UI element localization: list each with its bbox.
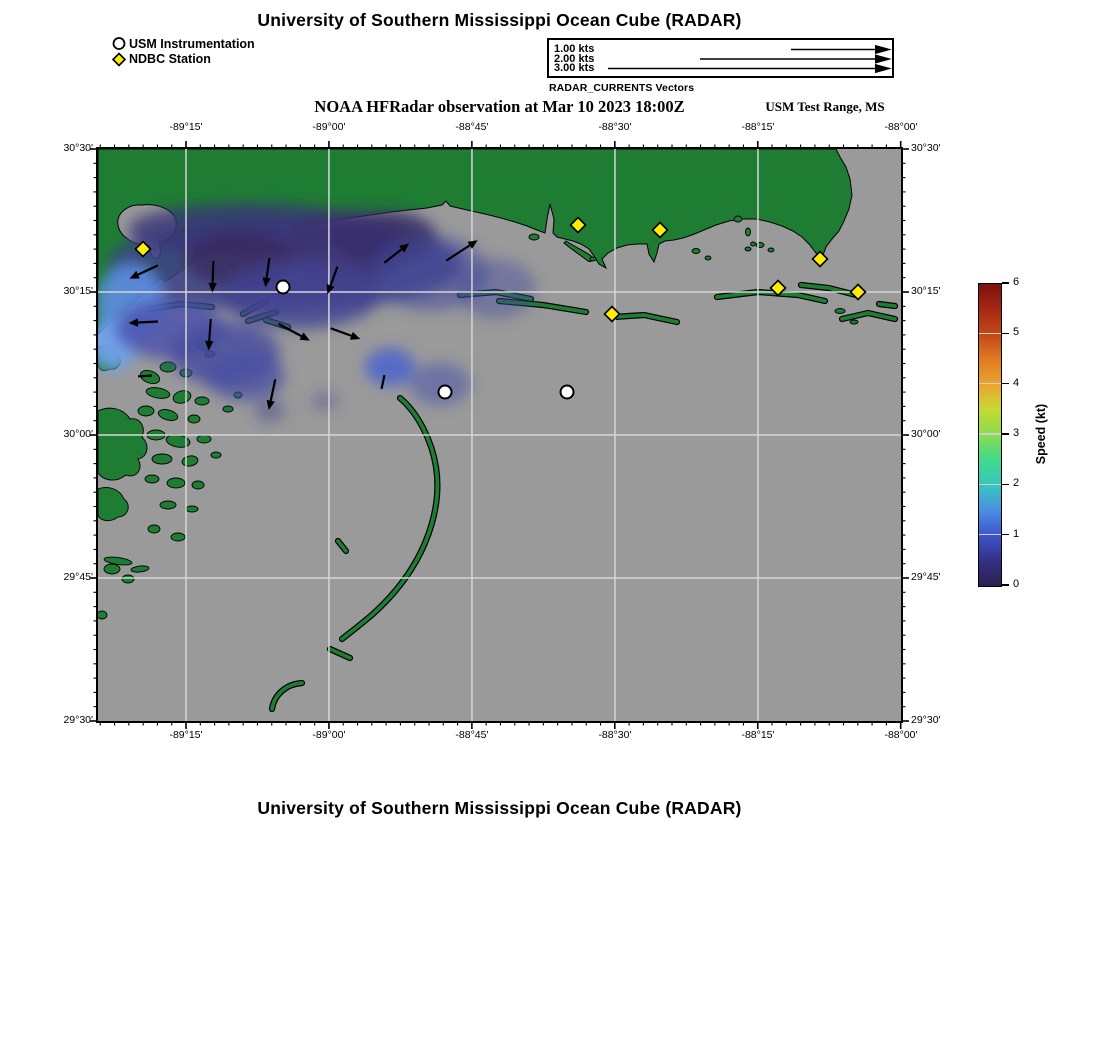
x-tick-label-bottom: -88°15'	[741, 729, 775, 741]
legend-item	[110, 36, 255, 52]
y-tick-label-left: 29°45'	[63, 571, 93, 583]
colorbar-tick	[1002, 333, 1009, 335]
x-tick-label-bottom: -89°15'	[169, 729, 203, 741]
colorbar	[978, 283, 1002, 587]
colorbar-tick	[1002, 534, 1009, 536]
x-tick-label-bottom: -89°00'	[312, 729, 346, 741]
colorbar-tick	[1002, 433, 1009, 435]
colorbar-tick	[1002, 383, 1009, 385]
colorbar-tick	[1002, 484, 1009, 486]
range-label: USM Test Range, MS	[765, 99, 885, 114]
y-tick-label-left: 30°00'	[63, 428, 93, 440]
map-plot	[98, 149, 901, 721]
usm-instrument-marker	[439, 386, 452, 399]
x-tick-label-top: -88°45'	[455, 121, 489, 133]
y-tick-label-right: 29°30'	[911, 714, 941, 726]
x-tick-label-bottom: -88°00'	[884, 729, 918, 741]
legend-item	[110, 52, 255, 68]
usm-instrument-marker	[277, 281, 290, 294]
vector-scale-row-label: 1.00 kts	[554, 43, 595, 55]
x-tick-label-top: -89°00'	[312, 121, 346, 133]
y-tick-label-left: 29°30'	[63, 714, 93, 726]
y-tick-label-left: 30°30'	[63, 142, 93, 154]
current-vector-arrow	[138, 376, 152, 377]
y-tick-label-right: 30°15'	[911, 285, 941, 297]
x-tick-label-top: -89°15'	[169, 121, 203, 133]
colorbar-separator	[979, 484, 1001, 485]
vector-scale-arrows	[547, 38, 894, 78]
colorbar-separator	[979, 333, 1001, 334]
vector-scale-caption: RADAR_CURRENTS Vectors	[549, 82, 695, 94]
figure-title: University of Southern Mississippi Ocean Cube (RADAR)	[257, 10, 742, 30]
x-tick-label-top: -88°00'	[884, 121, 918, 133]
figure-bottom-title: University of Southern Mississippi Ocean Cube (RADAR)	[257, 798, 742, 818]
colorbar-tick-label: 2	[1013, 477, 1020, 490]
colorbar-tick-label: 0	[1013, 578, 1020, 590]
colorbar-tick-label: 5	[1013, 326, 1020, 339]
colorbar-separator	[979, 383, 1001, 384]
legend-label: NDBC Station	[129, 52, 211, 67]
marker-legend	[110, 36, 255, 67]
observation-subtitle: NOAA HFRadar observation at Mar 10 2023 18:00Z	[314, 97, 685, 116]
x-tick-label-top: -88°30'	[598, 121, 632, 133]
colorbar-tick	[1002, 282, 1009, 284]
colorbar-tick	[1002, 584, 1009, 586]
legend-label: USM Instrumentation	[129, 36, 255, 51]
x-tick-label-top: -88°15'	[741, 121, 775, 133]
y-tick-label-right: 30°30'	[911, 142, 941, 154]
usm-circle-icon	[110, 36, 127, 51]
colorbar-label: Speed (kt)	[1034, 403, 1048, 465]
vector-scale-row-label: 2.00 kts	[554, 52, 595, 65]
colorbar-separator	[979, 433, 1001, 434]
colorbar-separator	[979, 534, 1001, 535]
x-tick-label-bottom: -88°30'	[598, 729, 632, 741]
colorbar-tick-label: 1	[1013, 527, 1020, 540]
usm-instrument-marker	[561, 386, 574, 399]
y-tick-label-right: 30°00'	[911, 428, 941, 440]
y-tick-label-right: 29°45'	[911, 571, 941, 583]
y-tick-label-left: 30°15'	[63, 285, 93, 297]
x-tick-label-bottom: -88°45'	[455, 729, 489, 741]
vector-scale-row-label: 3.00 kts	[554, 62, 595, 75]
colorbar-tick-label: 6	[1013, 276, 1020, 288]
colorbar-tick-label: 3	[1013, 427, 1020, 439]
colorbar-tick-label: 4	[1013, 376, 1020, 389]
ndbc-diamond-icon	[110, 52, 127, 67]
